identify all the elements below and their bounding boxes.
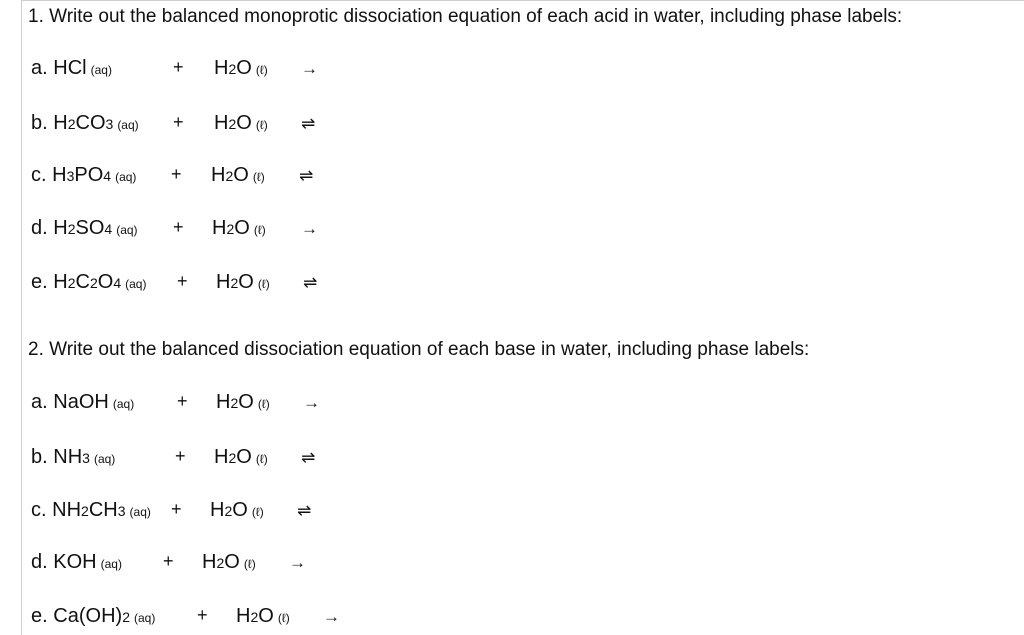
plus-sign: + — [171, 164, 182, 184]
water-formula: H2O — [214, 446, 252, 468]
plus-sign: + — [175, 446, 186, 466]
reaction-arrow: → — [301, 219, 318, 238]
water-formula: H2O — [216, 391, 254, 413]
reactant — [31, 112, 139, 135]
reactant — [31, 551, 122, 574]
water-formula: H2O — [236, 605, 274, 627]
water — [202, 551, 256, 574]
water-phase: (ℓ) — [253, 223, 266, 237]
phase-label: (aq) — [117, 118, 139, 132]
water-formula: H2O — [202, 551, 240, 573]
water-phase: (ℓ) — [255, 118, 268, 132]
formula: H3PO4 — [52, 164, 112, 186]
plus-sign: + — [173, 57, 184, 77]
reaction-arrow: → — [303, 393, 320, 412]
reaction-arrow: ⇌ — [299, 166, 314, 185]
item-letter: a. — [31, 57, 48, 79]
reactant — [31, 605, 155, 628]
water-phase: (ℓ) — [255, 63, 268, 77]
water-phase: (ℓ) — [277, 611, 290, 625]
item-letter: a. — [31, 391, 48, 413]
item-letter: c. — [31, 499, 47, 521]
phase-label: (aq) — [129, 505, 151, 519]
water — [214, 57, 268, 80]
water-phase: (ℓ) — [251, 505, 264, 519]
reaction-arrow: → — [301, 59, 318, 78]
reactant — [31, 446, 115, 469]
item-letter: d. — [31, 217, 48, 239]
plus-sign: + — [177, 391, 188, 411]
reactant — [31, 499, 151, 522]
plus-sign: + — [173, 217, 184, 237]
phase-label: (aq) — [90, 63, 112, 77]
item-letter: c. — [31, 164, 47, 186]
water — [236, 605, 290, 628]
formula: H2CO3 — [53, 112, 114, 134]
phase-label: (aq) — [93, 452, 116, 466]
water — [216, 391, 270, 414]
item-letter: d. — [31, 551, 48, 573]
water-formula: H2O — [211, 164, 249, 186]
reactant — [31, 391, 134, 414]
water-formula: H2O — [216, 271, 254, 293]
water — [212, 217, 266, 240]
water-phase: (ℓ) — [255, 452, 268, 466]
document-frame — [21, 0, 1024, 635]
water-phase: (ℓ) — [257, 277, 270, 291]
formula: Ca(OH)2 — [53, 605, 130, 627]
water-phase: (ℓ) — [257, 397, 270, 411]
water — [210, 499, 264, 522]
reactant — [31, 57, 112, 80]
water — [214, 112, 268, 135]
water — [214, 446, 268, 469]
reaction-arrow: → — [289, 553, 306, 572]
plus-sign: + — [197, 605, 208, 625]
reaction-arrow: ⇌ — [301, 114, 316, 133]
reaction-arrow: ⇌ — [297, 501, 312, 520]
formula: NH2CH3 — [52, 499, 126, 521]
reaction-arrow: ⇌ — [303, 273, 318, 292]
formula: NaOH — [53, 391, 109, 413]
reactant — [31, 271, 146, 294]
formula: HCl — [53, 57, 87, 79]
item-letter: b. — [31, 446, 48, 468]
water-formula: H2O — [212, 217, 250, 239]
item-letter: b. — [31, 112, 48, 134]
phase-label: (aq) — [125, 277, 147, 291]
water-formula: H2O — [214, 112, 252, 134]
formula: H2C2O4 — [53, 271, 122, 293]
water-phase: (ℓ) — [252, 170, 265, 184]
plus-sign: + — [177, 271, 188, 291]
question-2-prompt: 2. Write out the balanced dissociation equation of each base in water, including phase labels: — [28, 339, 810, 360]
plus-sign: + — [171, 499, 182, 519]
formula: KOH — [53, 551, 97, 573]
reactant — [31, 217, 138, 240]
plus-sign: + — [173, 112, 184, 132]
phase-label: (aq) — [133, 611, 156, 625]
water-formula: H2O — [214, 57, 252, 79]
reactant — [31, 164, 136, 187]
phase-label: (aq) — [112, 397, 135, 411]
question-1-prompt: 1. Write out the balanced monoprotic dissociation equation of each acid in water, including phase labels: — [28, 6, 903, 27]
reaction-arrow: ⇌ — [301, 448, 316, 467]
water — [211, 164, 265, 187]
item-letter: e. — [31, 605, 48, 627]
reaction-arrow: → — [323, 607, 340, 626]
formula: H2SO4 — [53, 217, 113, 239]
item-letter: e. — [31, 271, 48, 293]
plus-sign: + — [163, 551, 174, 571]
water-phase: (ℓ) — [243, 557, 256, 571]
water-formula: H2O — [210, 499, 248, 521]
formula: NH3 — [53, 446, 90, 468]
water — [216, 271, 270, 294]
phase-label: (aq) — [115, 170, 137, 184]
phase-label: (aq) — [116, 223, 138, 237]
phase-label: (aq) — [100, 557, 122, 571]
